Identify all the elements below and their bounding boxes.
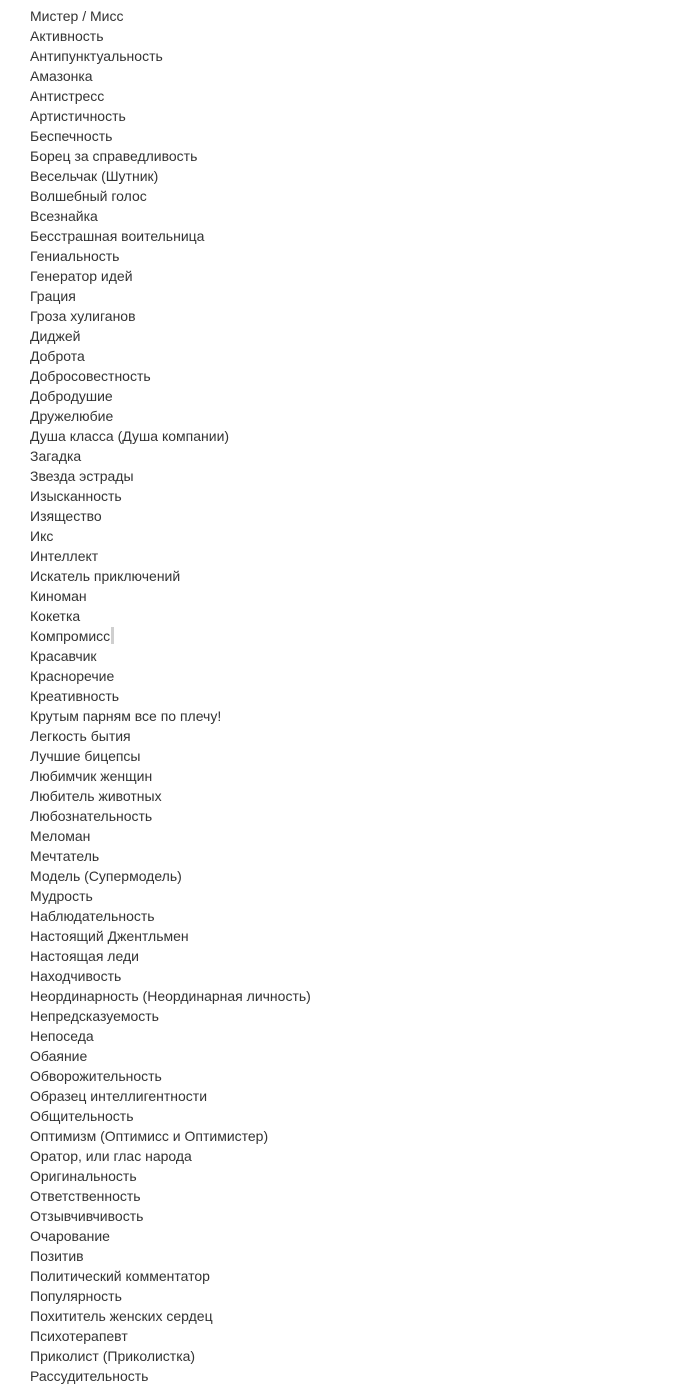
list-item: Популярность (30, 1288, 122, 1304)
list-item: Мудрость (30, 888, 93, 904)
list-item: Приколист (Приколистка) (30, 1348, 196, 1364)
list-item: Интеллект (30, 548, 99, 564)
list-item: Оригинальность (30, 1168, 137, 1184)
list-item: Неординарность (Неординарная личность) (30, 988, 311, 1004)
list-item: Изящество (30, 508, 102, 524)
list-item: Любознательность (30, 808, 153, 824)
list-item: Мистер / Мисс (30, 8, 124, 24)
list-item: Волшебный голос (30, 188, 147, 204)
list-item: Похититель женских сердец (30, 1308, 213, 1324)
list-item: Непредсказуемость (30, 1008, 159, 1024)
list-item: Киноман (30, 588, 87, 604)
list-item: Образец интеллигентности (30, 1088, 208, 1104)
list-item: Политический комментатор (30, 1268, 210, 1284)
list-item: Гениальность (30, 248, 120, 264)
list-item: Артистичность (30, 108, 126, 124)
list-item: Искатель приключений (30, 568, 181, 584)
list-item: Красноречие (30, 668, 115, 684)
list-item: Беспечность (30, 128, 113, 144)
list-item: Активность (30, 28, 104, 44)
list-item: Обаяние (30, 1048, 88, 1064)
list-item: Меломан (30, 828, 91, 844)
list-item: Дружелюбие (30, 408, 114, 424)
list-item: Диджей (30, 328, 81, 344)
list-item: Позитив (30, 1248, 84, 1264)
list-item: Модель (Супермодель) (30, 868, 182, 884)
list-item: Кокетка (30, 608, 81, 624)
list-item: Любитель животных (30, 788, 162, 804)
list-item: Любимчик женщин (30, 768, 153, 784)
list-item: Настоящий Джентльмен (30, 928, 189, 944)
text-cursor (111, 627, 114, 644)
list-item-label: Компромисс (30, 628, 111, 644)
list-item: Душа класса (Душа компании) (30, 428, 230, 444)
list-item: Борец за справедливость (30, 148, 198, 164)
list-item: Изысканность (30, 488, 122, 504)
list-item: Находчивость (30, 968, 122, 984)
list-item: Добродушие (30, 388, 113, 404)
list-item: Антипунктуальность (30, 48, 163, 64)
list-item: Грация (30, 288, 76, 304)
list-item: Очарование (30, 1228, 110, 1244)
list-item: Лучшие бицепсы (30, 748, 141, 764)
list-item: Добросовестность (30, 368, 151, 384)
list-item: Гроза хулиганов (30, 308, 136, 324)
list-item: Наблюдательность (30, 908, 155, 924)
list-item: Отзывчивчивость (30, 1208, 144, 1224)
list-item: Психотерапевт (30, 1328, 128, 1344)
list-item-with-cursor[interactable] (30, 626, 679, 646)
list-item: Рассудительность (30, 1368, 149, 1384)
list-item: Бесстрашная воительница (30, 228, 205, 244)
list-item: Всезнайка (30, 208, 98, 224)
list-item: Амазонка (30, 68, 93, 84)
list-item: Генератор идей (30, 268, 133, 284)
list-item: Оратор, или глас народа (30, 1148, 192, 1164)
list-item: Настоящая леди (30, 948, 139, 964)
list-item: Красавчик (30, 648, 97, 664)
list-item: Непоседа (30, 1028, 94, 1044)
list-item: Доброта (30, 348, 85, 364)
list-item: Креативность (30, 688, 120, 704)
list-item: Легкость бытия (30, 728, 131, 744)
list-item: Загадка (30, 448, 82, 464)
list-item: Общительность (30, 1108, 134, 1124)
list-item: Мечтатель (30, 848, 100, 864)
list-item: Оптимизм (Оптимисс и Оптимистер) (30, 1128, 269, 1144)
list-item: Звезда эстрады (30, 468, 134, 484)
list-item: Крутым парням все по плечу! (30, 708, 222, 724)
list-item: Ответственность (30, 1188, 141, 1204)
list-item: Обворожительность (30, 1068, 162, 1084)
list-item: Антистресс (30, 88, 105, 104)
list-item: Весельчак (Шутник) (30, 168, 159, 184)
list-item: Икс (30, 528, 54, 544)
